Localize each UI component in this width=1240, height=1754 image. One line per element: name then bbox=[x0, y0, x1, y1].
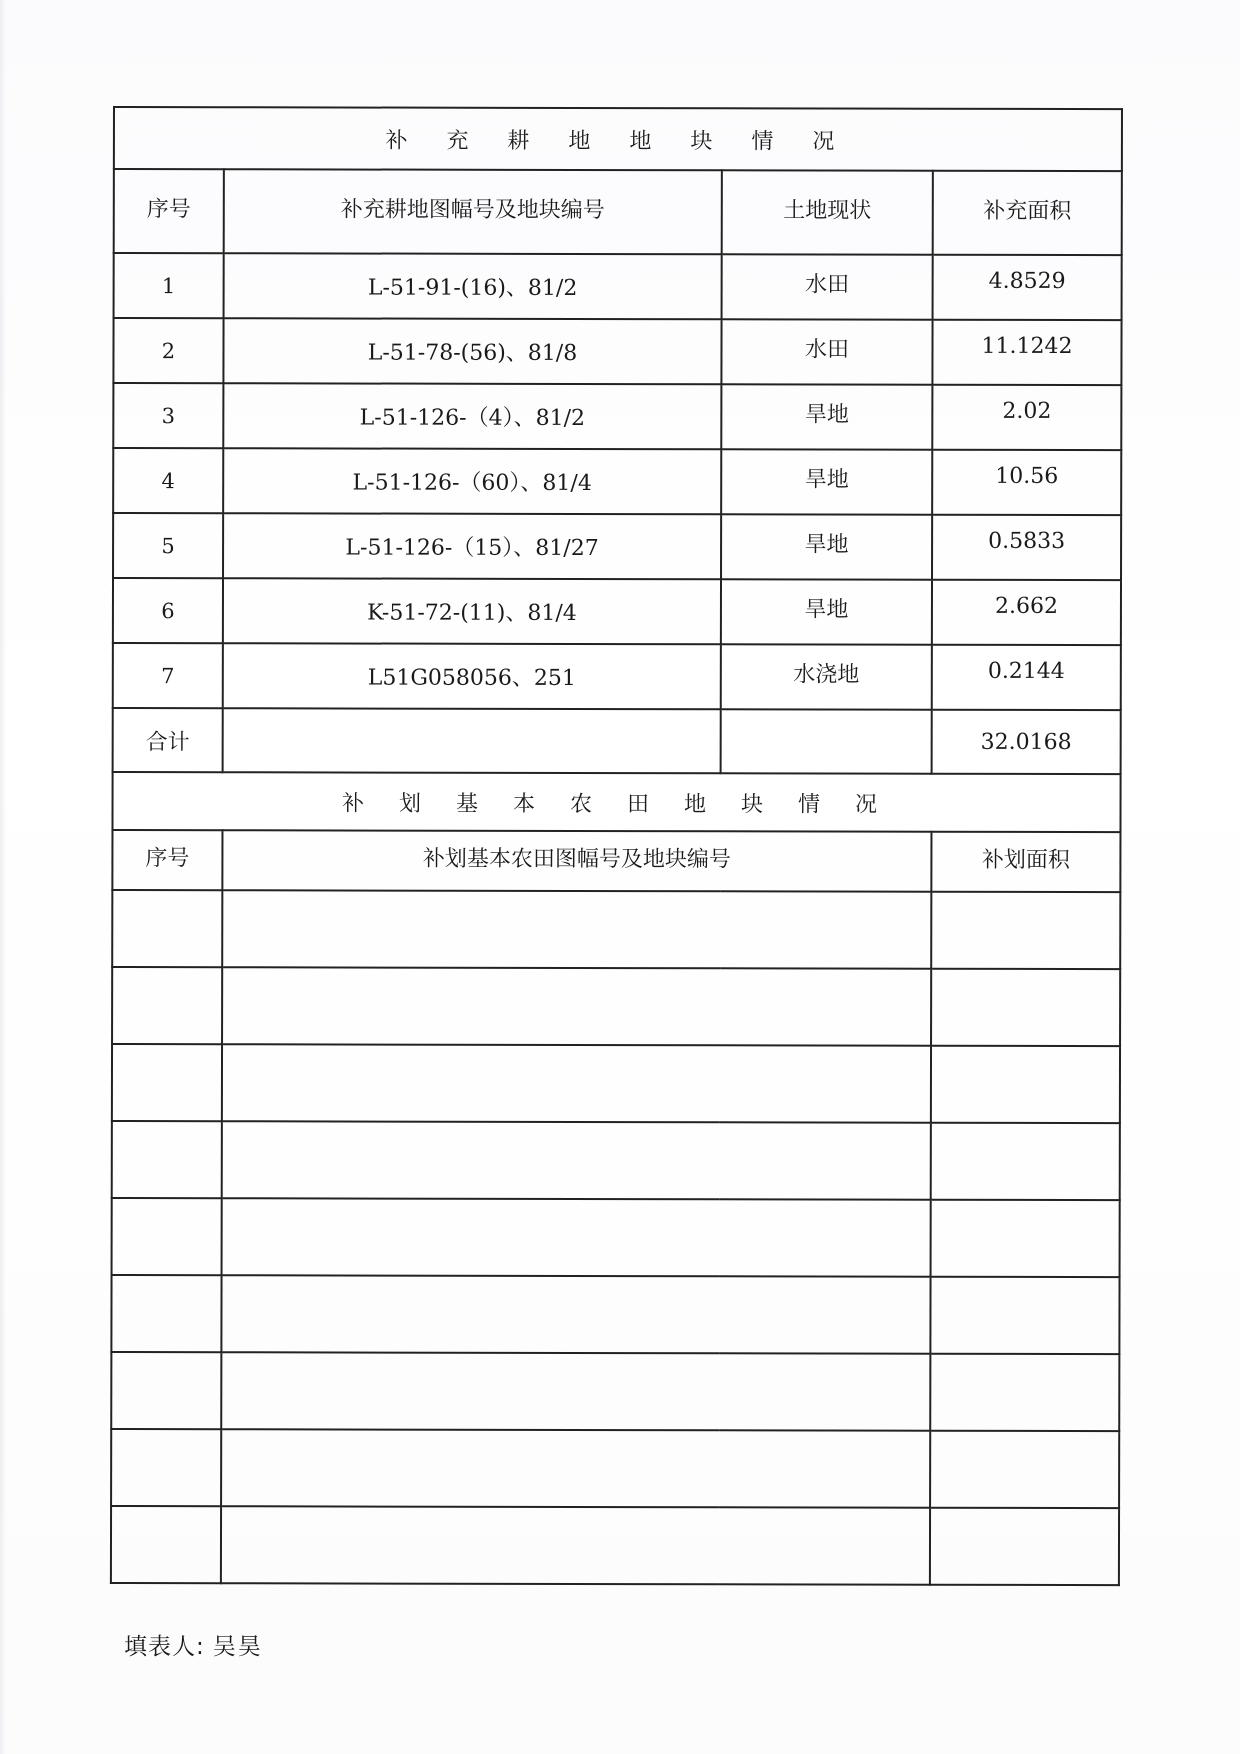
blank-code-cell bbox=[222, 1044, 931, 1122]
row-code: K-51-72-(11)、81/4 bbox=[223, 578, 721, 644]
row-status: 旱地 bbox=[721, 449, 932, 514]
blank-area-cell bbox=[930, 1354, 1119, 1431]
table-row bbox=[113, 643, 1121, 710]
row-area: 0.2144 bbox=[932, 645, 1121, 710]
blank-area-cell bbox=[931, 969, 1120, 1046]
row-area: 0.5833 bbox=[932, 515, 1121, 580]
row-area: 2.02 bbox=[932, 385, 1121, 450]
blank-code-cell bbox=[221, 1506, 930, 1584]
section2-title: 补 划 基 本 农 田 地 块 情 况 bbox=[112, 772, 1120, 832]
header-index: 序号 bbox=[114, 169, 224, 253]
header-status: 土地现状 bbox=[722, 170, 933, 254]
row-status: 旱地 bbox=[721, 579, 932, 644]
blank-area-cell bbox=[931, 892, 1120, 969]
land-parcel-table bbox=[110, 106, 1123, 1586]
blank-index-cell bbox=[111, 1506, 221, 1583]
table-row bbox=[111, 1429, 1119, 1508]
blank-index-cell bbox=[111, 1352, 221, 1429]
section1-title-row bbox=[114, 107, 1122, 171]
row-area: 2.662 bbox=[932, 580, 1121, 645]
scan-edge-shadow bbox=[0, 0, 6, 1754]
table-row bbox=[113, 513, 1121, 580]
row-index: 7 bbox=[113, 643, 223, 708]
filler-label: 填表人: bbox=[124, 1634, 205, 1660]
blank-area-cell bbox=[931, 1123, 1120, 1200]
section1-title: 补 充 耕 地 地 块 情 况 bbox=[114, 107, 1122, 171]
blank-index-cell bbox=[112, 1121, 222, 1198]
table-row bbox=[111, 1506, 1119, 1585]
row-index: 6 bbox=[113, 578, 223, 643]
row-index: 3 bbox=[113, 383, 223, 448]
table-row bbox=[112, 1044, 1120, 1123]
row-index: 5 bbox=[113, 513, 223, 578]
table-row bbox=[112, 890, 1120, 969]
row-status: 水田 bbox=[721, 319, 932, 384]
row-area: 4.8529 bbox=[933, 255, 1122, 320]
blank-area-cell bbox=[930, 1508, 1119, 1585]
table-row bbox=[114, 253, 1122, 320]
row-code: L-51-126-（15）、81/27 bbox=[223, 513, 721, 579]
table-row bbox=[111, 1352, 1119, 1431]
row-area: 11.1242 bbox=[932, 320, 1121, 385]
total-label: 合计 bbox=[113, 708, 223, 772]
header-area: 补充面积 bbox=[933, 171, 1122, 255]
table-row bbox=[111, 1275, 1119, 1354]
section2-title-row bbox=[112, 772, 1120, 832]
row-index: 4 bbox=[113, 448, 223, 513]
table-row bbox=[113, 578, 1121, 645]
filler-name: 吴昊 bbox=[212, 1634, 263, 1660]
row-code: L-51-126-（60）、81/4 bbox=[223, 448, 721, 514]
row-status: 旱地 bbox=[721, 514, 932, 579]
blank-area-cell bbox=[930, 1431, 1119, 1508]
blank-code-cell bbox=[222, 1198, 931, 1276]
blank-index-cell bbox=[111, 1275, 221, 1352]
row-code: L-51-126-（4）、81/2 bbox=[223, 383, 721, 449]
row-status: 水浇地 bbox=[721, 644, 932, 709]
blank-code-cell bbox=[221, 1429, 930, 1507]
blank-index-cell bbox=[112, 1044, 222, 1121]
header2-index: 序号 bbox=[112, 830, 222, 890]
blank-index-cell bbox=[112, 1198, 222, 1275]
table-row bbox=[113, 448, 1121, 515]
table-row bbox=[112, 967, 1120, 1046]
blank-index-cell bbox=[112, 890, 222, 967]
table-row bbox=[113, 383, 1121, 450]
row-status: 水田 bbox=[722, 254, 933, 319]
section2-header-row bbox=[112, 830, 1120, 892]
row-code: L51G058056、251 bbox=[223, 643, 721, 709]
total-code-empty bbox=[223, 708, 721, 773]
total-row bbox=[113, 708, 1121, 774]
header-code: 补充耕地图幅号及地块编号 bbox=[224, 169, 722, 254]
blank-area-cell bbox=[930, 1277, 1119, 1354]
row-status: 旱地 bbox=[721, 384, 932, 449]
blank-area-cell bbox=[931, 1046, 1120, 1123]
table-row bbox=[113, 318, 1121, 385]
row-index: 1 bbox=[114, 253, 224, 318]
blank-code-cell bbox=[222, 890, 931, 968]
section1-header-row bbox=[114, 169, 1122, 255]
blank-code-cell bbox=[222, 1121, 931, 1199]
header2-area: 补划面积 bbox=[931, 832, 1120, 892]
table-row bbox=[112, 1121, 1120, 1200]
blank-index-cell bbox=[112, 967, 222, 1044]
total-area: 32.0168 bbox=[932, 710, 1121, 774]
header2-code: 补划基本农田图幅号及地块编号 bbox=[222, 830, 931, 891]
form-filler bbox=[124, 1628, 263, 1661]
row-code: L-51-91-(16)、81/2 bbox=[224, 253, 722, 319]
total-status-empty bbox=[721, 709, 932, 773]
blank-index-cell bbox=[111, 1429, 221, 1506]
row-code: L-51-78-(56)、81/8 bbox=[223, 318, 721, 384]
blank-code-cell bbox=[222, 967, 931, 1045]
row-index: 2 bbox=[113, 318, 223, 383]
blank-code-cell bbox=[221, 1352, 930, 1430]
row-area: 10.56 bbox=[932, 450, 1121, 515]
table-row bbox=[112, 1198, 1120, 1277]
blank-area-cell bbox=[931, 1200, 1120, 1277]
blank-code-cell bbox=[221, 1275, 930, 1353]
